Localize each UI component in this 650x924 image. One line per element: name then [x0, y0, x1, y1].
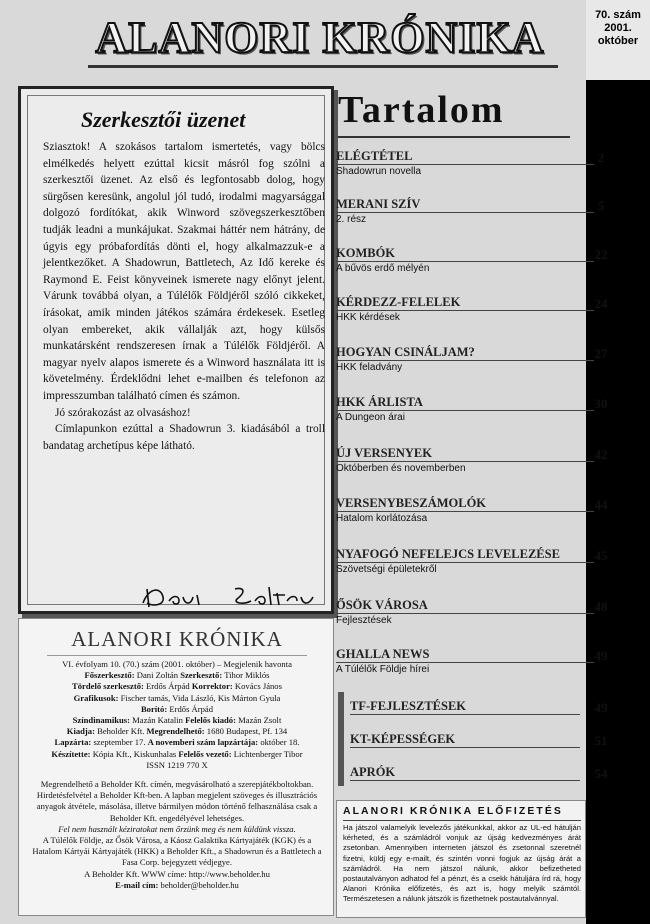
credits-paragraph: A Túlélők Földje, az Ősök Városa, a Káosz Galaktika Kártyajáték (KGK) és a Hatalom Kártyái Kártyajáték (HKK) a Beholder Kft., a Shadowrun és a Battletech a Fasa Corp. bejegyzett védjegye. — [32, 835, 322, 868]
toc-entry-title: HOGYAN CSINÁLJAM? — [336, 344, 594, 361]
toc-entry[interactable] — [336, 445, 616, 476]
credits-line: Lapzárta: szeptember 17. A novemberi szám lapzártája: október 18. — [54, 737, 300, 748]
toc-entry-title: KOMBÓK — [336, 245, 594, 262]
toc-entry[interactable] — [336, 394, 616, 425]
toc-entry[interactable] — [336, 148, 616, 179]
credits-www[interactable]: A Beholder Kft. WWW címe: http://www.beholder.hu — [84, 868, 270, 879]
toc-entry-subtitle: Fejlesztések — [336, 615, 392, 626]
editorial-title: Szerkesztői üzenet — [81, 107, 246, 132]
toc-entry-page: 49 — [594, 700, 608, 715]
editorial-body — [43, 139, 325, 454]
toc-entry-page: 30 — [594, 396, 608, 411]
toc-entry-page: 48 — [594, 599, 608, 614]
masthead-title: ALANORI KRÓNIKA — [95, 13, 545, 62]
toc-entry-page: 42 — [594, 447, 608, 462]
credits-line: Főszerkesztő: Dani Zoltán Szerkesztő: Tihor Miklós — [84, 670, 270, 681]
toc-entry-subtitle: A Dungeon árai — [336, 412, 405, 423]
toc-entry[interactable] — [336, 597, 616, 628]
toc-entry[interactable] — [336, 294, 616, 325]
credits-issn: ISSN 1219 770 X — [146, 759, 208, 770]
signature-icon — [139, 583, 319, 611]
credits-email[interactable]: E-mail cím: beholder@beholder.hu — [115, 879, 239, 890]
toc-entry-page: 44 — [594, 497, 608, 512]
subscription-body: Ha játszol valamelyik levelezős játékunkkal, akkor az UL-ed hátulján kérheted, és a számládról vonjuk az újság kedvezményes árát zsetonban. Amennyiben interneten játszol és zsetonnal szeretnél fizetni, küldj egy e-mailt, és szintén vonni fogjuk az újság árát a számládról. Ha nem játszol nálunk, akkor befizetheted postautalványon adhatod fel a pénzt, és a csekk hátuljára írd rá, hogy Alanori Krónika előfizetés, és azt is, hogy melyik számtól. Természetesen a nálunk játszók is fizethetnek postautalvánnyal. — [343, 823, 581, 904]
toc-entry-title: ELÉGTÉTEL — [336, 148, 594, 165]
toc-entry-subtitle: HKK kérdések — [336, 312, 400, 323]
toc-entry-title: ÚJ VERSENYEK — [336, 445, 594, 462]
toc-entry-page: 51 — [594, 733, 608, 748]
credits-line: Színdinamikus: Mazán Katalin Felelős kiadó: Mazán Zsolt — [72, 715, 282, 726]
credits-paragraph: Fel nem használt kéziratokat nem őrzünk meg és nem küldünk vissza. — [58, 823, 296, 834]
subscription-divider — [343, 820, 581, 821]
issue-number: 70. szám — [595, 9, 641, 21]
toc-entry-subtitle: A bűvös erdő mélyén — [336, 263, 430, 274]
credits-line: Kiadja: Beholder Kft. Megrendelhető: 1680 Budapest, Pf. 134 — [66, 726, 288, 737]
credits-divider — [47, 655, 307, 656]
toc-entry-subtitle: Shadowrun novella — [336, 166, 422, 177]
toc-entry-title: NYAFOGÓ NEFELEJCS LEVELEZÉSE — [336, 546, 594, 563]
toc-small-entry[interactable] — [350, 764, 616, 781]
toc-entry-subtitle: Októberben és novemberben — [336, 463, 466, 474]
credits-line: Tördelő szerkesztő: Erdős Árpád Korrektor: Kovács János — [72, 681, 282, 692]
toc-entry[interactable] — [336, 344, 616, 375]
masthead-divider — [88, 65, 558, 68]
issue-info — [586, 0, 650, 80]
toc-entry[interactable] — [336, 646, 616, 677]
toc-entry-subtitle: Hatalom korlátozása — [336, 513, 428, 524]
toc-entry-page: 5 — [597, 198, 605, 213]
toc-entry-page: 22 — [594, 247, 608, 262]
toc-entry-title: ŐSÖK VÁROSA — [336, 597, 594, 614]
credits-body — [27, 659, 327, 891]
subscription-box — [336, 800, 586, 918]
toc-entry-title: HKK ÁRLISTA — [336, 394, 594, 411]
toc-small-section-bar — [338, 692, 344, 786]
editorial-paragraph: Címlapunkon ezúttal a Shadowrun 3. kiadásából a troll bandatag archetípus képe látható. — [43, 423, 325, 452]
credits-line: VI. évfolyam 10. (70.) szám (2001. október) – Megjelenik havonta — [62, 659, 292, 669]
credits-title: ALANORI KRÓNIKA — [71, 627, 283, 651]
toc-small-entry[interactable] — [350, 698, 616, 715]
editorial-box — [18, 86, 334, 614]
toc-title-divider — [338, 136, 570, 138]
toc-entry-page: 54 — [594, 766, 608, 781]
toc-entry-title: KT-KÉPESSÉGEK — [350, 731, 580, 748]
toc-entry-subtitle: Szövetségi épületekről — [336, 564, 437, 575]
toc-entry-page: 45 — [594, 548, 608, 563]
toc-title: Tartalom — [338, 89, 505, 131]
subscription-title: ALANORI KRÓNIKA ELŐFIZETÉS — [343, 806, 563, 817]
toc-entry-title: VERSENYBESZÁMOLÓK — [336, 495, 594, 512]
toc-small-entry[interactable] — [350, 731, 616, 748]
toc-entry-title: MERANI SZÍV — [336, 196, 594, 213]
toc-entry[interactable] — [336, 196, 616, 227]
credits-line: Borító: Erdős Árpád — [140, 703, 214, 714]
toc-entry-title: KÉRDEZZ-FELELEK — [336, 294, 594, 311]
issue-year: 2001. — [604, 22, 632, 34]
toc-entry-subtitle: A Túlélők Földje hírei — [336, 664, 430, 675]
toc-entry-page: 24 — [594, 296, 608, 311]
editorial-paragraph: Sziasztok! A szokásos tartalom ismertetés, vagy bölcs elmélkedés helyett ezúttal kicsit másról fog szólni a szerkesztői üzenet. Az első és legfontosabb dolog, hogy sürgősen keresünk, angolul jól tudó, irodalmi magyarsággal dolgozó fordítókat, akik Winword szövegszerkesztőben tudják leadni a munkájukat. Szakmai háttér nem hátrány, de úgyis egy próbafordítás dönti el, hogy alkalmazzuk-e a jelentkezőket. A Shadowrun, Battletech, Az Idő kereke és Raymond E. Feist könyveinek ismerete nagy előnyt jelent. Várunk továbbá olyan, a Túlélők Földjéről szóló cikkeket, írásokat, amik minden játékos számára érdekesek. Esetleg olyan embereket, akik vállalják azt, hogy külsős munkatársként rendszeresen írnak a Túlélők Földjéről. A magyar nyelv alapos ismerete és a Winword használata itt is követelmény. Érdeklődni lehet e-mailben és telefonon az impresszumban található címen és számon. — [43, 141, 325, 402]
credits-paragraph: Megrendelhető a Beholder Kft. címén, megvásárolható a szerepjátékboltokban. Hirdetésfelvétel a Beholder Kft-ben. A lapban megjelent szöveges és illusztrációs anyagok átvétele, másolása, illetve bármilyen módon történő felhasználása csak a Beholder Kft. engedélyével lehetséges. — [36, 779, 318, 823]
toc-entry-page: 27 — [594, 346, 608, 361]
issue-month: október — [597, 35, 639, 47]
toc-entry[interactable] — [336, 245, 616, 276]
credits-line: Készítette: Kópia Kft., Kiskunhalas Felelős vezető: Lichtenberger Tibor — [51, 748, 303, 759]
credits-line: Grafikusok: Fischer tamás, Vida László, Kis Márton Gyula — [73, 692, 281, 703]
toc-entry-subtitle: HKK feladvány — [336, 362, 403, 373]
toc-entry[interactable] — [336, 546, 616, 577]
toc-entry-subtitle: 2. rész — [336, 214, 367, 225]
toc-entry[interactable] — [336, 495, 616, 526]
toc-entry-page: 49 — [594, 648, 608, 663]
credits-box — [18, 618, 334, 916]
toc-entry-title: APRÓK — [350, 764, 580, 781]
toc-entry-title: TF-FEJLESZTÉSEK — [350, 698, 580, 715]
editorial-paragraph: Jó szórakozást az olvasáshoz! — [55, 406, 191, 419]
toc-entry-title: GHALLA NEWS — [336, 646, 594, 663]
toc-entry-page: 2 — [597, 150, 605, 165]
